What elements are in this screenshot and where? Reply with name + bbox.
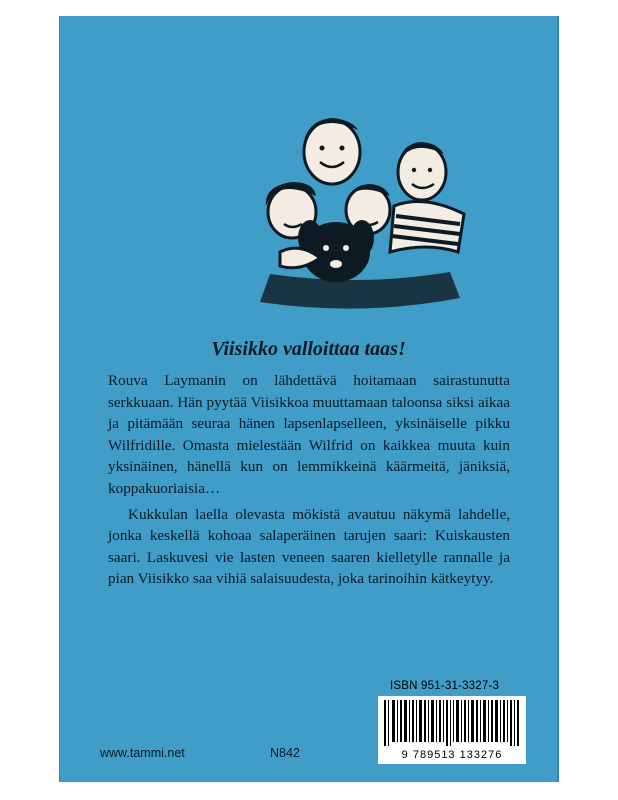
- back-cover: [60, 16, 557, 782]
- barcode-digits: 9 789513 133276: [401, 749, 503, 761]
- product-code: N842: [270, 746, 300, 760]
- blurb-text: [108, 370, 510, 590]
- isbn-barcode: [378, 696, 526, 764]
- blurb-paragraph: Rouva Laymanin on lähdettävä hoitamaan sairastunutta serkkuaan. Hän pyytää Viisikkoa muuttamaan taloonsa siksi aikaa ja pitämään seuraa hänen lapsenlapselleen, yksinäiselle pikku Wilfridille. Omasta mielestään Wilfrid on kaikkea muuta kuin yksinäinen, hänellä kun on lemmikkeinä käärmeitä, jäniksiä, koppakuoriaisia…: [108, 372, 510, 497]
- barcode-bars: [384, 700, 520, 746]
- blurb-paragraph: Kukkulan laella olevasta mökistä avautuu näkymä lahdelle, jonka keskellä kohoaa salaperäinen tarujen saari: Kuiskausten saari. Laskuvesi vie lasten veneen saaren kielletylle rannalle ja pian Viisikko saa vihiä salaisuudesta, joka tarinoihin kätkeytyy.: [108, 505, 510, 588]
- children-and-dog-illustration: [240, 102, 480, 322]
- publisher-website: www.tammi.net: [100, 746, 185, 760]
- isbn-label: ISBN 951-31-3327-3: [390, 680, 500, 692]
- back-cover-headline: Viisikko valloittaa taas!: [211, 338, 406, 360]
